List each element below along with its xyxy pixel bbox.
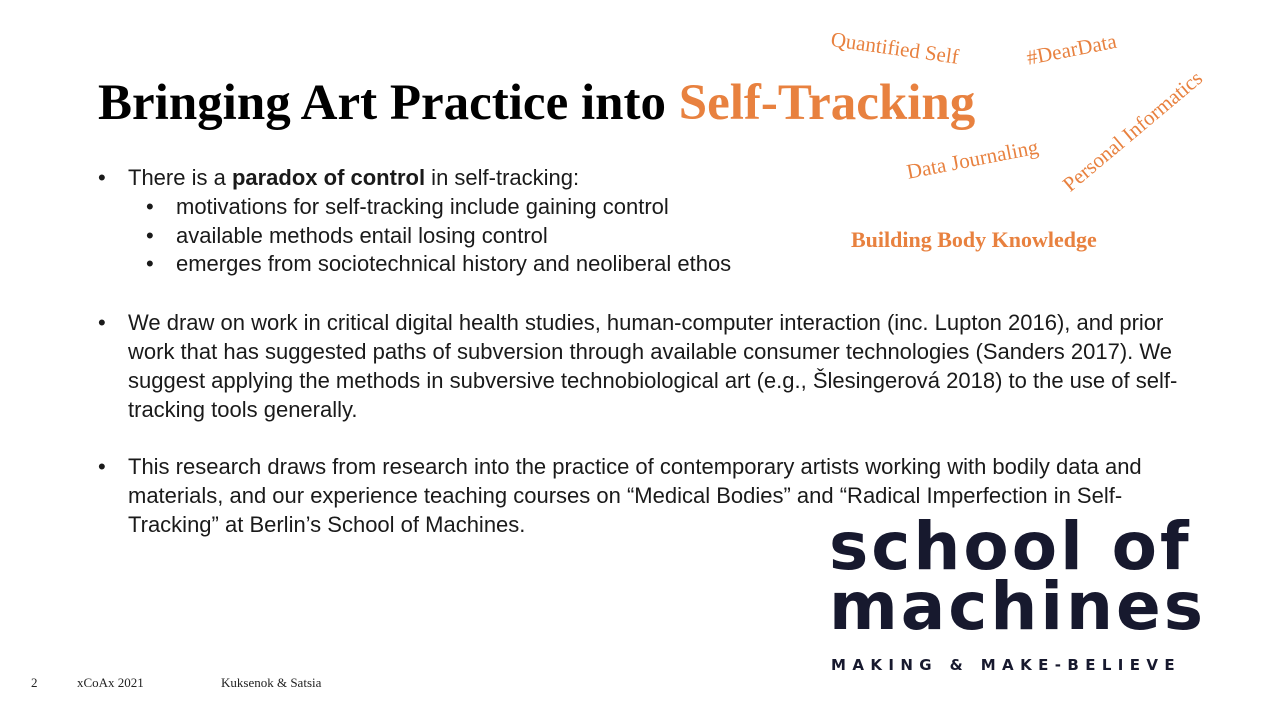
bullet-marker: • (98, 310, 106, 335)
sub-bullet-marker: • (146, 194, 154, 219)
bullet-text-bold: paradox of control (231, 165, 426, 190)
school-of-machines-logo (829, 508, 1209, 686)
title-main: Bringing Art Practice into (98, 75, 679, 131)
bullet-marker: • (98, 165, 106, 190)
bullet-marker: • (98, 454, 106, 479)
bullet-text-suffix: in self-tracking: (425, 165, 580, 190)
bullet-text: We draw on work in critical digital health studies, human-computer interaction (inc. Lupton 2016), and prior work that has suggested paths of subversion through available consumer technologies (Sanders 2017). We suggest applying the methods in subversive technobiological art (e.g., Šlesingerová 2018) to the use of self-tracking tools generally. (128, 310, 1178, 422)
bullet-text-prefix: There is a (128, 165, 232, 190)
cloud-quantified-self: Quantified Self (829, 27, 961, 69)
slide-title (98, 70, 975, 136)
slide-number: 2 (31, 675, 38, 690)
logo-line-1: school of (829, 508, 1192, 585)
logo-tagline: MAKING & MAKE-BELIEVE (831, 656, 1182, 674)
footer-authors: Kuksenok & Satsia (221, 675, 322, 690)
sub-bullet-marker: • (146, 223, 154, 248)
sub-bullet-sociotechnical-history (146, 249, 732, 278)
cloud-data-journaling: Data Journaling (904, 134, 1041, 184)
cloud-building-body-knowledge: Building Body Knowledge (851, 227, 1097, 252)
sub-bullet-text: motivations for self-tracking include gaining control (176, 194, 669, 219)
cloud-dear-data: #DearData (1024, 28, 1119, 70)
logo-line-2: machines (829, 568, 1207, 645)
sub-bullet-marker: • (146, 251, 154, 276)
bullet-critical-digital-health (98, 308, 1188, 424)
sub-bullet-losing-control (146, 221, 548, 250)
footer-conference: xCoAx 2021 (77, 675, 144, 690)
cloud-personal-informatics: Personal Informatics (1057, 65, 1207, 197)
title-accent: Self-Tracking (678, 75, 976, 131)
bullet-text: This research draws from research into the practice of contemporary artists working with bodily data and materials, and our experience teaching courses on “Medical Bodies” and “Radical Imperfection in Self-Tracking” at Berlin’s School of Machines. (128, 454, 1142, 537)
bullet-paradox-of-control (98, 163, 848, 192)
sub-bullet-gaining-control (146, 192, 669, 221)
sub-bullet-text: available methods entail losing control (176, 223, 548, 248)
sub-bullet-text: emerges from sociotechnical history and neoliberal ethos (176, 251, 732, 276)
